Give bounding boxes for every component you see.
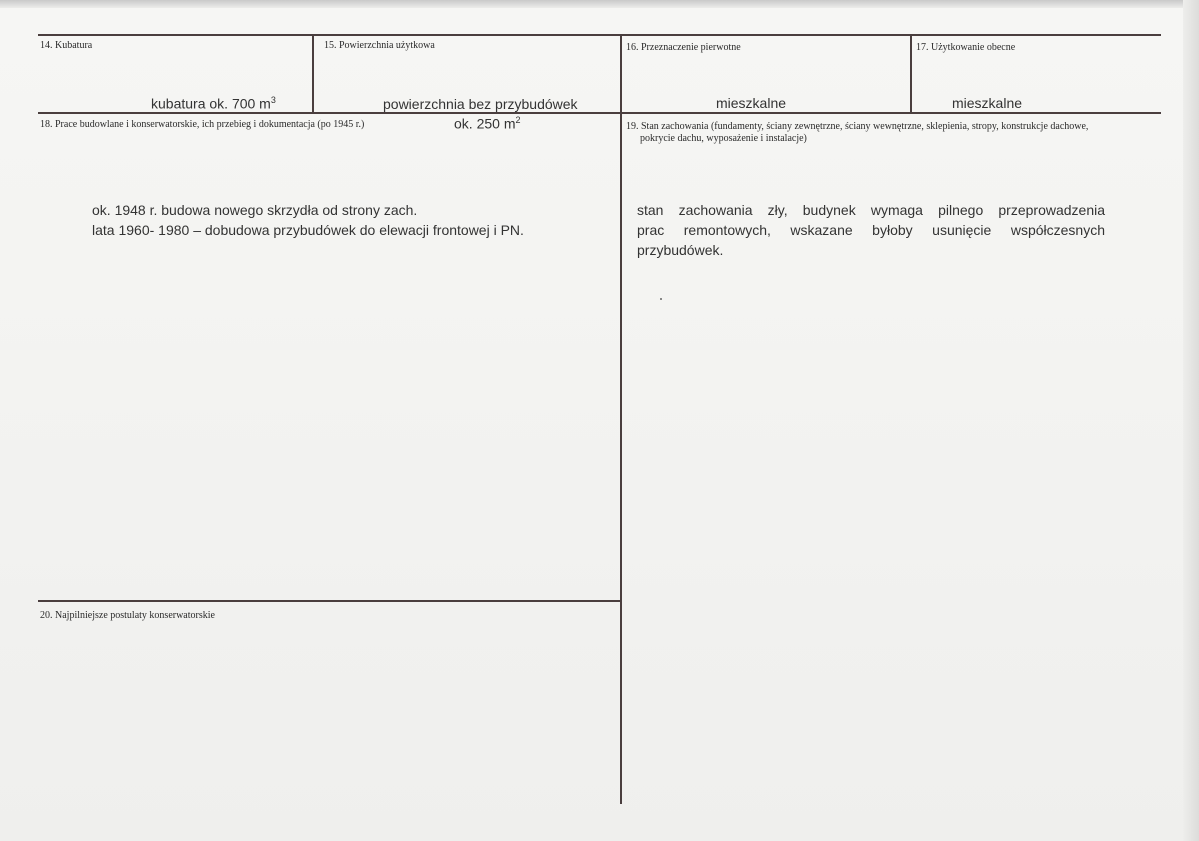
field-15-label: 15. Powierzchnia użytkowa — [324, 40, 435, 51]
field-18-label: 18. Prace budowlane i konserwatorskie, ich przebieg i dokumentacja (po 1945 r.) — [40, 119, 365, 130]
field-19-line-2: prac remontowych, wskazane byłoby usunięcie współczesnych — [637, 222, 1105, 238]
row-divider-line — [38, 112, 1161, 114]
field-19-label-line1: 19. Stan zachowania (fundamenty, ściany zewnętrzne, ściany wewnętrzne, sklepienia, stropy, konstrukcje dachowe, — [626, 121, 1089, 132]
field-18-line-2: lata 1960- 1980 – dobudowa przybudówek do elewacji frontowej i PN. — [92, 222, 524, 238]
field-18-text — [92, 200, 524, 240]
divider-16-17 — [910, 34, 912, 114]
divider-18-20 — [38, 600, 622, 602]
field-14-label: 14. Kubatura — [40, 40, 93, 51]
field-18-line-1: ok. 1948 r. budowa nowego skrzydła od strony zach. — [92, 202, 418, 218]
top-border-line — [38, 34, 1161, 36]
paper-top-edge — [0, 0, 1199, 8]
field-19-label-line2: pokrycie dachu, wyposażenie i instalacje) — [640, 133, 807, 144]
field-17-label: 17. Użytkowanie obecne — [916, 42, 1016, 53]
field-17-value: mieszkalne — [952, 95, 1023, 111]
field-15-unit-exponent: 2 — [515, 115, 521, 125]
field-19-text — [637, 200, 1105, 260]
field-15-value-line2 — [454, 115, 521, 132]
divider-14-15 — [312, 34, 314, 114]
field-19-line-1: stan zachowania zły, budynek wymaga pilnego przeprowadzenia — [637, 202, 1105, 218]
field-14-unit-exponent: 3 — [270, 95, 276, 105]
field-19-line-3: przybudówek. — [637, 242, 724, 258]
field-16-value: mieszkalne — [716, 95, 787, 111]
field-14-value-text: kubatura ok. 700 m — [151, 95, 271, 112]
field-14-value — [151, 95, 276, 112]
paper-right-edge — [1183, 0, 1199, 841]
field-20-label: 20. Najpilniejsze postulaty konserwatorskie — [40, 610, 215, 621]
divider-15-16 — [620, 34, 622, 804]
field-16-label: 16. Przeznaczenie pierwotne — [626, 42, 741, 53]
field-15-value-line2-text: ok. 250 m — [454, 115, 516, 132]
field-15-value-line1: powierzchnia bez przybudówek — [383, 96, 578, 112]
paper-speck — [660, 298, 662, 300]
